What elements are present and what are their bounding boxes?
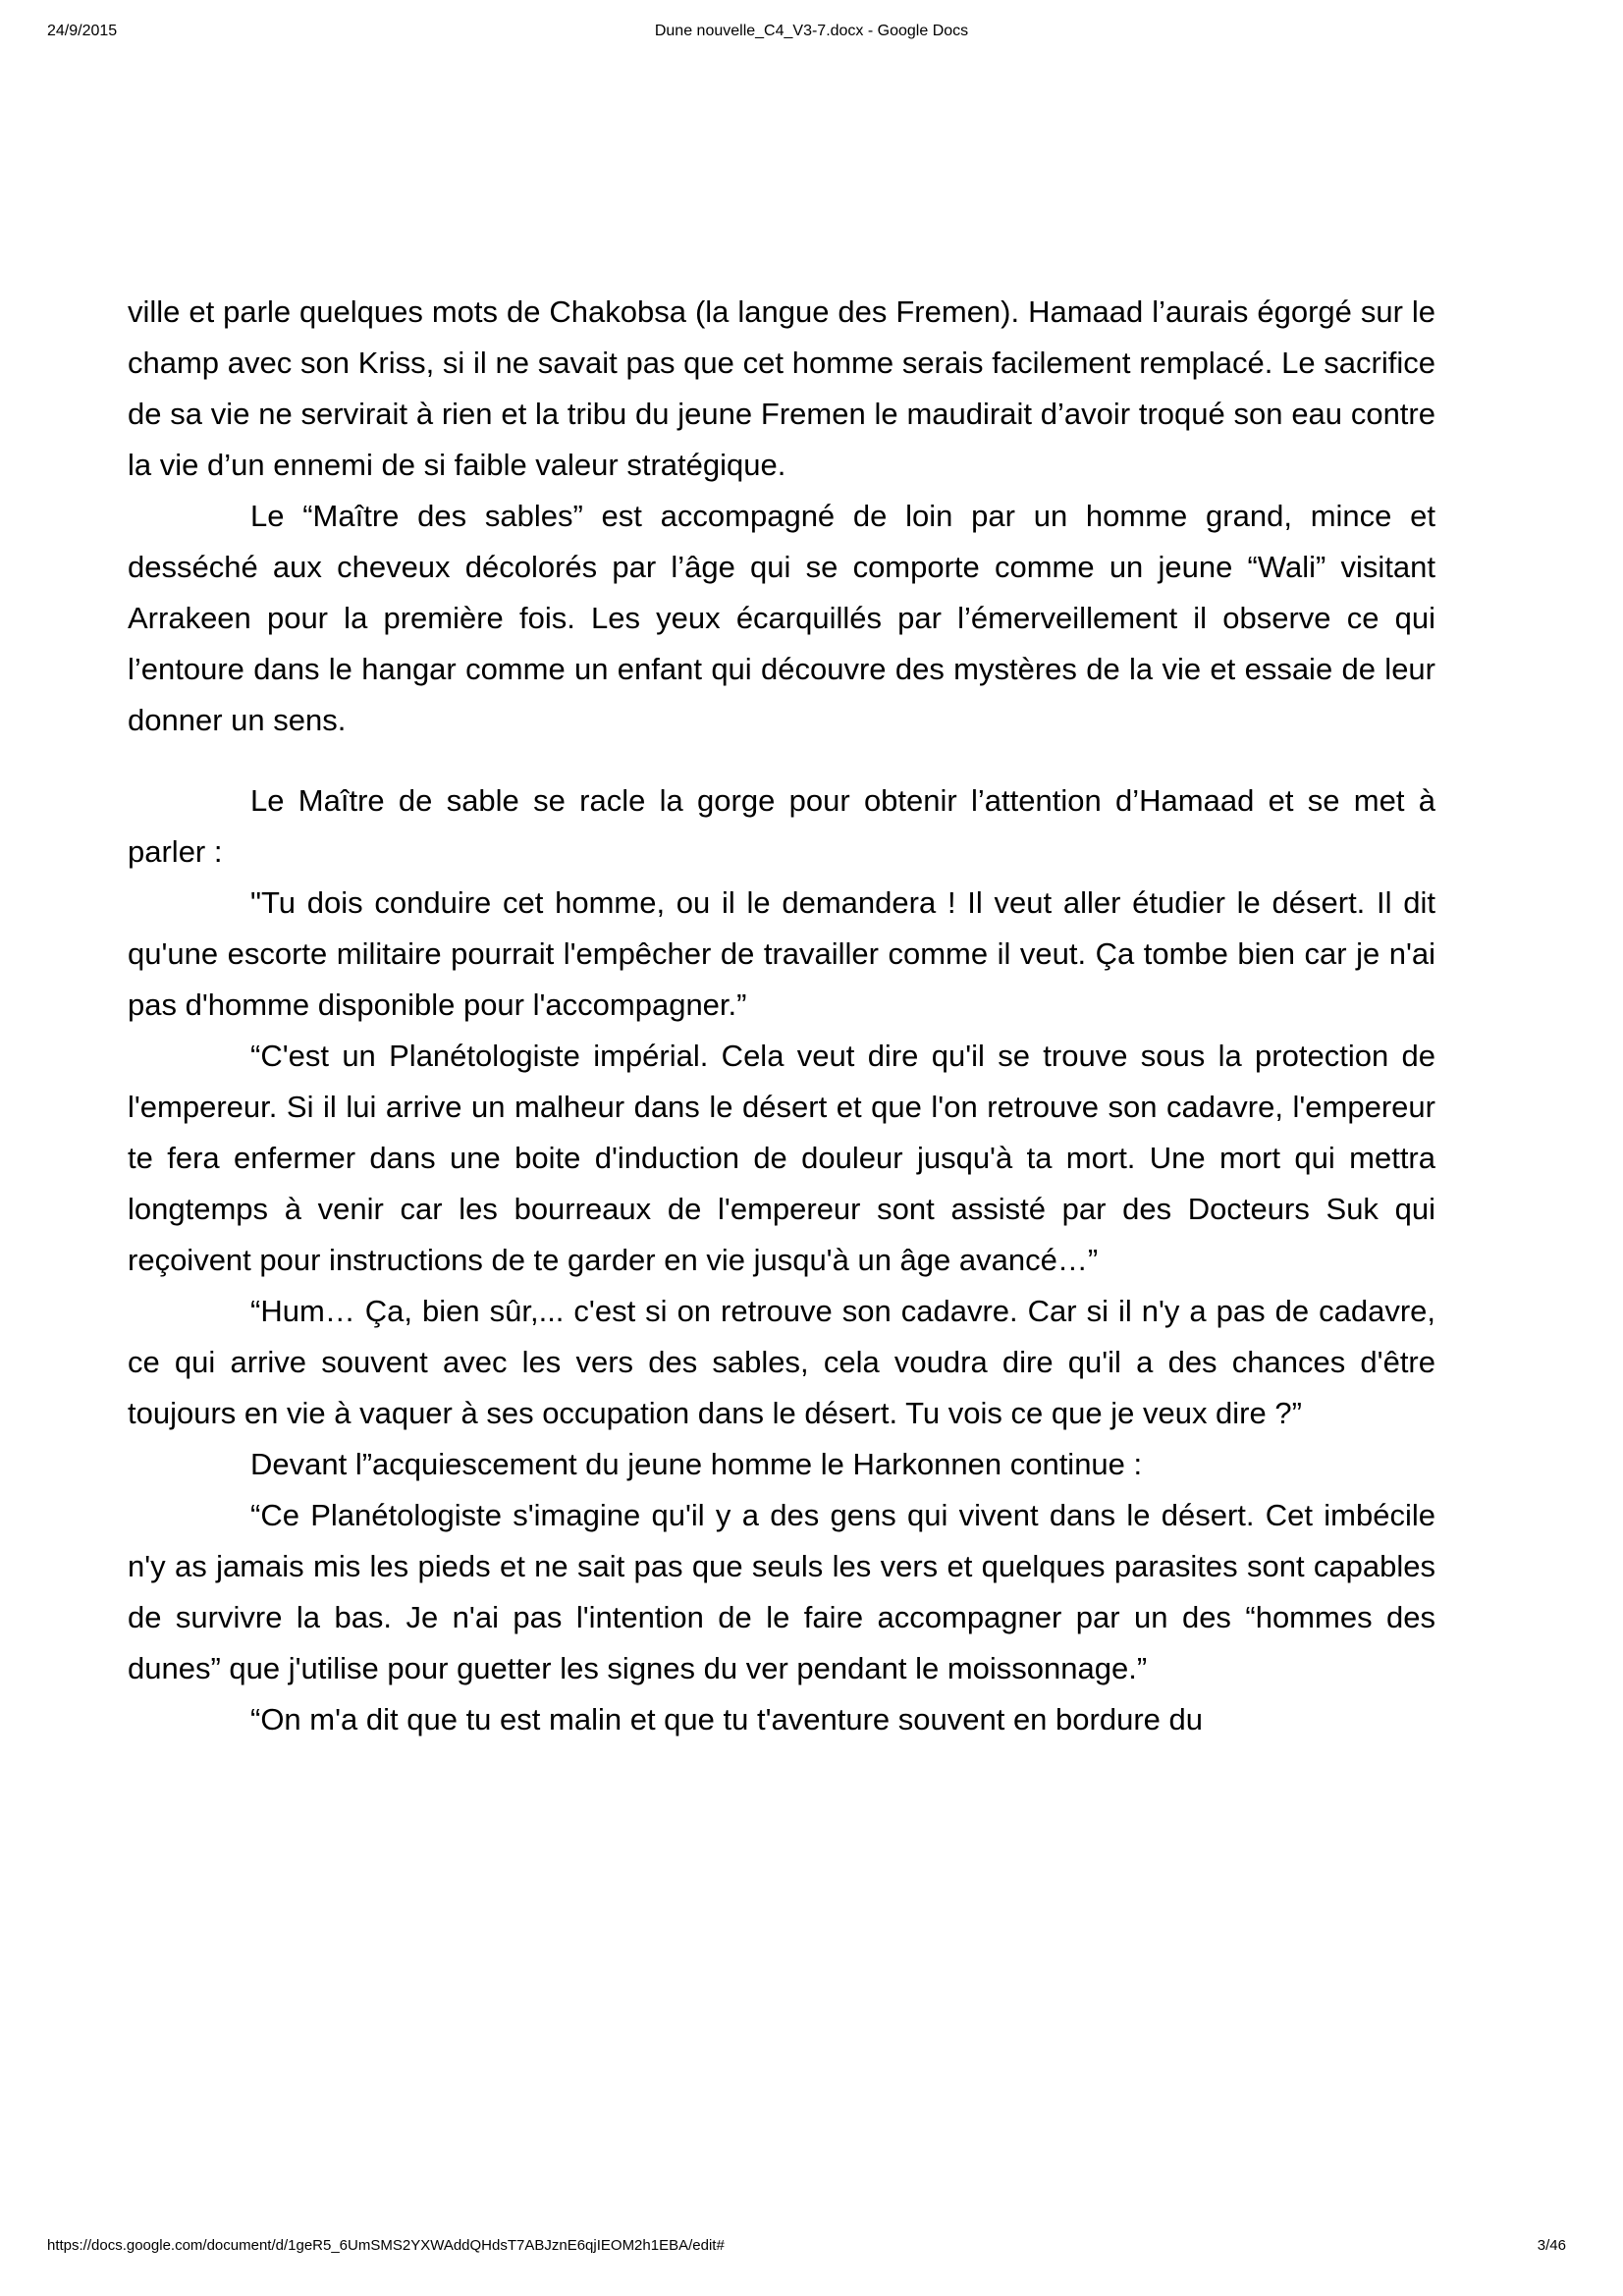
paragraph: ville et parle quelques mots de Chakobsa (la langue des Fremen). Hamaad l’aurais égorgé sur le champ avec son Kriss, si il ne savait pas que cet homme serais facilement remplacé. Le sacrifice de sa vie ne servirait à rien et la tribu du jeune Fremen le maudirait d’avoir troqué son eau contre la vie d’un ennemi de si faible valeur stratégique. bbox=[128, 294, 1435, 482]
paragraph: Devant l”acquiescement du jeune homme le Harkonnen continue : bbox=[250, 1447, 1143, 1481]
paragraph: “Hum… Ça, bien sûr,... c'est si on retrouve son cadavre. Car si il n'y a pas de cadavre, ce qui arrive souvent avec les vers des sables, cela voudra dire qu'il a des chances d'être toujours en vie à vaquer à ses occupation dans le désert. Tu vois ce que je veux dire ?” bbox=[128, 1294, 1435, 1430]
paragraph: Le Maître de sable se racle la gorge pour obtenir l’attention d’Hamaad et se met à parler : bbox=[128, 783, 1435, 869]
document-body bbox=[128, 287, 1435, 1745]
print-header-title: Dune nouvelle_C4_V3-7.docx - Google Docs bbox=[654, 23, 969, 39]
paragraph: “Ce Planétologiste s'imagine qu'il y a des gens qui vivent dans le désert. Cet imbécile n'y as jamais mis les pieds et ne sait pas que seuls les vers et quelques parasites sont capables de survivre la bas. Je n'ai pas l'intention de le faire accompagner par un des “hommes des dunes” que j'utilise pour guetter les signes du ver pendant le moissonnage.” bbox=[128, 1498, 1435, 1685]
print-header-date: 24/9/2015 bbox=[47, 23, 118, 39]
print-footer-url: https://docs.google.com/document/d/1geR5_6UmSMS2YXWAddQHdsT7ABJznE6qjIEOM2h1EBA/edit# bbox=[47, 2237, 725, 2254]
paragraph: “C'est un Planétologiste impérial. Cela veut dire qu'il se trouve sous la protection de l'empereur. Si il lui arrive un malheur dans le désert et que l'on retrouve son cadavre, l'empereur te fera enfermer dans une boite d'induction de douleur jusqu'à ta mort. Une mort qui mettra longtemps à venir car les bourreaux de l'empereur sont assisté par des Docteurs Suk qui reçoivent pour instructions de te garder en vie jusqu'à un âge avancé…” bbox=[128, 1039, 1435, 1277]
paragraph: “On m'a dit que tu est malin et que tu t'aventure souvent en bordure du bbox=[250, 1702, 1203, 1736]
paragraph: "Tu dois conduire cet homme, ou il le demandera ! Il veut aller étudier le désert. Il dit qu'une escorte militaire pourrait l'empêcher de travailler comme il veut. Ça tombe bien car je n'ai pas d'homme disponible pour l'accompagner.” bbox=[128, 885, 1435, 1022]
paragraph: Le “Maître des sables” est accompagné de loin par un homme grand, mince et desséché aux cheveux décolorés par l’âge qui se comporte comme un jeune “Wali” visitant Arrakeen pour la première fois. Les yeux écarquillés par l’émerveillement il observe ce qui l’entoure dans le hangar comme un enfant qui découvre des mystères de la vie et essaie de leur donner un sens. bbox=[128, 499, 1435, 737]
print-footer-page-number: 3/46 bbox=[1537, 2237, 1566, 2254]
